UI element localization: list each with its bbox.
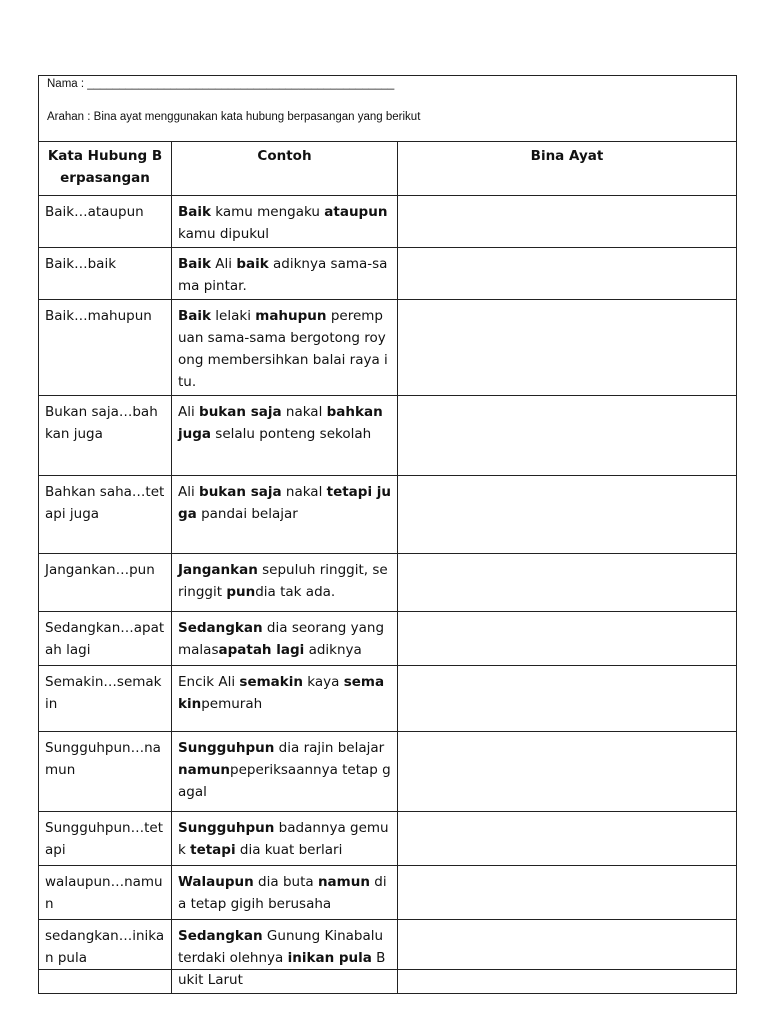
conjunction-word: Baik — [178, 308, 212, 324]
contoh-cell — [172, 812, 398, 866]
contoh-cell — [172, 920, 398, 994]
table-row — [39, 554, 737, 612]
worksheet — [38, 75, 737, 988]
contoh-cell — [172, 732, 398, 812]
table-row — [39, 612, 737, 666]
table-row — [39, 866, 737, 920]
bina-ayat-cell[interactable] — [398, 920, 737, 994]
conjunction-word: Baik — [178, 204, 212, 220]
example-text: pemurah — [201, 696, 263, 712]
example-text: dia kuat berlari — [235, 842, 343, 858]
example-text: kamu mengaku — [211, 204, 325, 220]
table-row — [39, 248, 737, 300]
bina-ayat-cell[interactable] — [398, 396, 737, 476]
bina-ayat-cell[interactable] — [398, 300, 737, 396]
bina-ayat-cell[interactable] — [398, 476, 737, 554]
conjunction-word: Sedangkan — [178, 928, 263, 944]
contoh-cell — [172, 248, 398, 300]
conjunction-word: Sungguhpun — [178, 740, 275, 756]
example-text: Bukit Larut — [178, 950, 386, 988]
bina-ayat-cell[interactable] — [398, 732, 737, 812]
header-kata-hubung: Kata Hubung Berpasangan — [39, 142, 172, 196]
kata-hubung-cell: Sedangkan…apatah lagi — [39, 612, 172, 666]
bina-ayat-cell[interactable] — [398, 612, 737, 666]
bina-ayat-cell[interactable] — [398, 812, 737, 866]
conjunction-word: apatah lagi — [218, 642, 305, 658]
table-row — [39, 476, 737, 554]
example-text: adiknya — [304, 642, 362, 658]
conjunction-word: tetapi — [190, 842, 236, 858]
contoh-cell — [172, 476, 398, 554]
conjunction-word: inikan pula — [287, 950, 372, 966]
contoh-cell — [172, 300, 398, 396]
bina-ayat-cell[interactable] — [398, 554, 737, 612]
bina-ayat-cell[interactable] — [398, 866, 737, 920]
table-row — [39, 812, 737, 866]
kata-hubung-cell: Baik…baik — [39, 248, 172, 300]
conjunction-word: bukan saja — [199, 484, 282, 500]
example-text: nakal — [281, 484, 327, 500]
conjunction-word: semakin — [178, 674, 385, 712]
conjunction-word: Sungguhpun — [178, 820, 275, 836]
kata-hubung-cell: Sungguhpun…namun — [39, 732, 172, 812]
example-text: dia tak ada. — [255, 584, 336, 600]
header-bina-ayat: Bina Ayat — [398, 142, 737, 196]
kata-hubung-cell: Baik…ataupun — [39, 196, 172, 248]
kata-hubung-cell: Semakin…semakin — [39, 666, 172, 732]
example-text: lelaki — [211, 308, 256, 324]
conjunction-word: ataupun — [324, 204, 388, 220]
conjunction-word: baik — [236, 256, 269, 272]
example-text: dia seorang yang malas — [178, 620, 385, 658]
conjunction-table — [38, 141, 737, 994]
conjunction-word: bahkan juga — [178, 404, 383, 442]
table-row — [39, 666, 737, 732]
example-text: Ali — [211, 256, 237, 272]
contoh-cell — [172, 554, 398, 612]
contoh-cell — [172, 612, 398, 666]
bina-ayat-cell[interactable] — [398, 248, 737, 300]
example-text: Encik Ali — [178, 674, 240, 690]
conjunction-word: mahupun — [255, 308, 327, 324]
example-text: dia tetap gigih berusaha — [178, 874, 387, 912]
example-text: selalu ponteng sekolah — [211, 426, 372, 442]
bina-ayat-cell[interactable] — [398, 666, 737, 732]
kata-hubung-cell: Bukan saja…bahkan juga — [39, 396, 172, 476]
kata-hubung-cell: Baik…mahupun — [39, 300, 172, 396]
conjunction-word: Walaupun — [178, 874, 254, 890]
conjunction-word: Jangankan — [178, 562, 258, 578]
name-field[interactable]: Nama : ________________________________________________ — [47, 78, 395, 90]
worksheet-header — [39, 76, 736, 142]
conjunction-word: tetapi juga — [178, 484, 392, 522]
instruction-text: Arahan : Bina ayat menggunakan kata hubung berpasangan yang berikut — [47, 111, 421, 123]
example-text: dia rajin belajar — [274, 740, 385, 756]
contoh-cell — [172, 866, 398, 920]
example-text: badannya gemuk — [178, 820, 389, 858]
example-text: Ali — [178, 484, 200, 500]
example-text: pandai belajar — [196, 506, 298, 522]
example-text: Ali — [178, 404, 200, 420]
kata-hubung-cell: sedangkan…inikan pula — [39, 920, 172, 994]
table-row — [39, 396, 737, 476]
kata-hubung-cell: Jangankan…pun — [39, 554, 172, 612]
kata-hubung-cell: walaupun…namun — [39, 866, 172, 920]
kata-hubung-cell: Bahkan saha…tetapi juga — [39, 476, 172, 554]
conjunction-word: bukan saja — [199, 404, 282, 420]
conjunction-word: semakin — [239, 674, 303, 690]
table-header-row — [39, 142, 737, 196]
conjunction-word: namun — [178, 762, 231, 778]
table-row — [39, 920, 737, 994]
example-text: sepuluh ringgit, seringgit — [178, 562, 388, 600]
conjunction-word: Sedangkan — [178, 620, 263, 636]
example-text: kamu dipukul — [178, 226, 270, 242]
contoh-cell — [172, 666, 398, 732]
example-text: dia buta — [253, 874, 318, 890]
example-text: nakal — [281, 404, 327, 420]
conjunction-word: namun — [317, 874, 370, 890]
table-row — [39, 732, 737, 812]
example-text: peperiksaannya tetap gagal — [178, 762, 391, 800]
example-text: perempuan sama-sama bergotong royong membersihkan balai raya itu. — [178, 308, 388, 390]
example-text: kaya — [303, 674, 344, 690]
conjunction-word: pun — [226, 584, 256, 600]
example-text: Gunung Kinabalu terdaki olehnya — [178, 928, 384, 966]
contoh-cell — [172, 396, 398, 476]
table-row — [39, 300, 737, 396]
contoh-cell — [172, 196, 398, 248]
kata-hubung-cell: Sungguhpun…tetapi — [39, 812, 172, 866]
conjunction-word: Baik — [178, 256, 212, 272]
table-row — [39, 196, 737, 248]
example-text: adiknya sama-sama pintar. — [178, 256, 388, 294]
header-contoh: Contoh — [172, 142, 398, 196]
bina-ayat-cell[interactable] — [398, 196, 737, 248]
